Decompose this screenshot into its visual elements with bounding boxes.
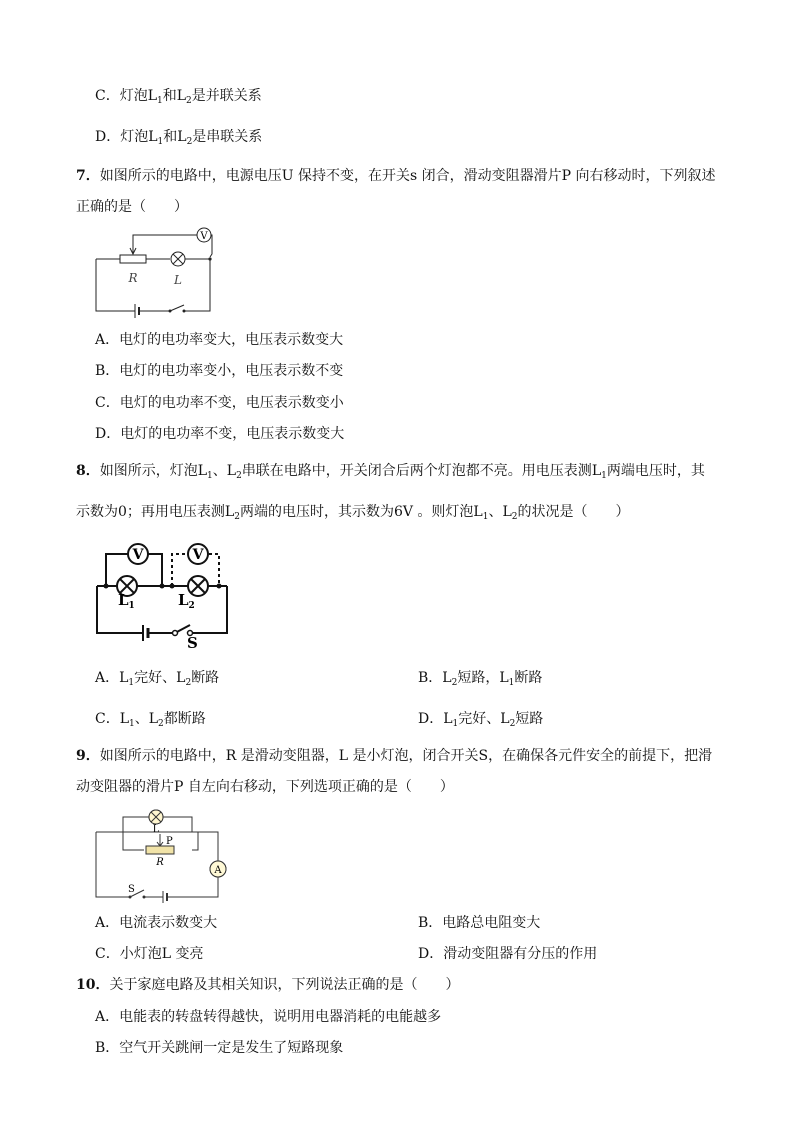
question-8-option-c: C．$L_1$、$L_2$都断路 xyxy=(95,711,206,729)
question-8-option-b: B．$L_2$短路，$L_1$断路 xyxy=(418,670,543,688)
question-9-option-c: C．小灯泡L 变亮 xyxy=(95,946,204,962)
question-7-line1: 7．如图所示的电路中，电源电压U 保持不变，在开关s 闭合，滑动变阻器滑片P 向右移动时，下列叙述 xyxy=(76,168,716,184)
question-10-line1: 10．关于家庭电路及其相关知识，下列说法正确的是（ ） xyxy=(76,977,460,993)
question-7-line2: 正确的是（ ） xyxy=(76,199,188,215)
question-8-option-a: A．$L_1$完好、$L_2$断路 xyxy=(95,670,220,688)
option-6d: D．灯泡$L_1$和$L_2$是串联关系 xyxy=(95,129,263,147)
question-9-line2: 动变阻器的滑片P 自左向右移动，下列选项正确的是（ ） xyxy=(76,779,454,795)
q9-lamp-label: L xyxy=(152,824,160,835)
question-10-option-a: A．电能表的转盘转得越快，说明用电器消耗的电能越多 xyxy=(95,1009,442,1025)
question-7-option-a: A．电灯的电功率变大，电压表示数变大 xyxy=(95,332,344,348)
q8-voltmeter-1-label: V xyxy=(132,547,144,563)
question-10-option-b: B．空气开关跳闸一定是发生了短路现象 xyxy=(95,1040,344,1056)
q9-circuit-diagram xyxy=(90,802,235,907)
question-8-line1: 8．如图所示，灯泡$L_1$、$L_2$串联在电路中，开关闭合后两个灯泡都不亮。用电压表测$L_1$两端电压时，其 xyxy=(76,463,705,481)
question-8-option-d: D．$L_1$完好、$L_2$短路 xyxy=(418,711,544,729)
question-7-option-d: D．电灯的电功率不变，电压表示数变大 xyxy=(95,426,345,442)
q8-lamp-2-label: $L_2$ xyxy=(178,591,195,611)
q8-lamp-1-label: $L_1$ xyxy=(118,591,135,611)
q9-switch-label: S xyxy=(128,884,135,895)
q8-switch-label: S xyxy=(187,634,198,650)
question-9-option-a: A．电流表示数变大 xyxy=(95,915,218,931)
q9-resistor-label: R xyxy=(156,857,164,868)
question-7-option-b: B．电灯的电功率变小，电压表示数不变 xyxy=(95,363,344,379)
question-9-option-d: D．滑动变阻器有分压的作用 xyxy=(418,946,598,962)
q8-circuit-diagram xyxy=(90,538,235,650)
q7-resistor-label: R xyxy=(128,271,138,285)
q7-circuit-diagram xyxy=(90,224,220,320)
question-8-line2: 示数为0；再用电压表测$L_2$两端的电压时，其示数为6V 。则灯泡$L_1$、$L_2$的状况是（ ） xyxy=(76,504,630,522)
q8-voltmeter-2-label: V xyxy=(192,547,204,563)
q9-slider-label: P xyxy=(166,836,173,847)
q7-voltmeter-label: V xyxy=(200,231,208,242)
q9-ammeter-label: A xyxy=(214,865,222,876)
question-9-line1: 9．如图所示的电路中，R 是滑动变阻器，L 是小灯泡，闭合开关S，在确保各元件安全的前提下，把滑 xyxy=(76,748,713,764)
option-6c: C．灯泡$L_1$和$L_2$是并联关系 xyxy=(95,88,262,106)
question-7-option-c: C．电灯的电功率不变，电压表示数变小 xyxy=(95,395,344,411)
question-9-option-b: B．电路总电阻变大 xyxy=(418,915,541,931)
q7-lamp-label: L xyxy=(174,273,182,287)
